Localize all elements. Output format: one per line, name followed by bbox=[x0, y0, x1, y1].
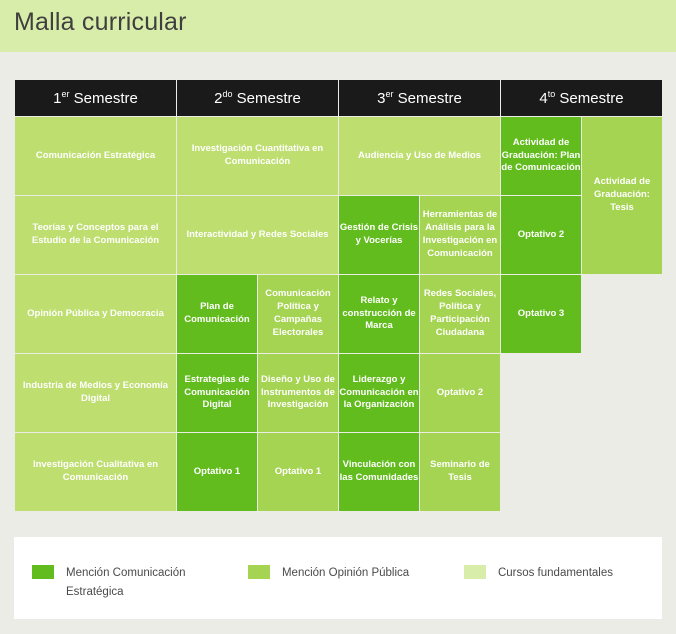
course-relato-construccion-marca[interactable]: Relato y construcción de Marca bbox=[339, 275, 420, 354]
course-teorias-conceptos[interactable]: Teorías y Conceptos para el Estudio de la Comunicación bbox=[15, 196, 177, 275]
table-header-row bbox=[15, 80, 663, 117]
course-industria-medios[interactable]: Industria de Medios y Economía Digital bbox=[15, 354, 177, 433]
course-herramientas-analisis[interactable]: Herramientas de Análisis para la Investigación en Comunicación bbox=[420, 196, 501, 275]
course-optativo-1-b[interactable]: Optativo 1 bbox=[258, 433, 339, 512]
course-audiencia-uso-medios[interactable]: Audiencia y Uso de Medios bbox=[339, 117, 501, 196]
table-row bbox=[15, 275, 663, 354]
semester-4-label: Semestre bbox=[555, 90, 624, 107]
semester-3-number: 3 bbox=[377, 90, 386, 107]
empty-cell bbox=[582, 354, 663, 433]
course-optativo-2-sem3[interactable]: Optativo 2 bbox=[420, 354, 501, 433]
legend-label-estrategica: Mención Comunicación Estratégica bbox=[66, 567, 186, 598]
legend-item-fundamentales bbox=[446, 564, 662, 583]
course-investigacion-cuantitativa[interactable]: Investigación Cuantitativa en Comunicación bbox=[177, 117, 339, 196]
table-row bbox=[15, 196, 663, 275]
legend-label-opinion: Mención Opinión Pública bbox=[281, 567, 410, 579]
course-optativo-3[interactable]: Optativo 3 bbox=[501, 275, 582, 354]
course-liderazgo-comunicacion[interactable]: Liderazgo y Comunicación en la Organización bbox=[339, 354, 420, 433]
legend-swatch-icon-fundamentales bbox=[464, 565, 486, 579]
course-vinculacion-comunidades[interactable]: Vinculación con las Comunidades bbox=[339, 433, 420, 512]
semester-4-number: 4 bbox=[539, 90, 548, 107]
empty-cell bbox=[582, 433, 663, 512]
semester-3-label: Semestre bbox=[393, 90, 462, 107]
course-plan-comunicacion[interactable]: Plan de Comunicación bbox=[177, 275, 258, 354]
empty-cell bbox=[501, 354, 582, 433]
column-header-semester-4 bbox=[501, 80, 663, 117]
column-header-semester-3 bbox=[339, 80, 501, 117]
course-actividad-graduacion-plan[interactable]: Actividad de Graduación: Plan de Comunicación bbox=[501, 117, 582, 196]
legend-item-estrategica bbox=[14, 564, 230, 602]
semester-4-suffix: to bbox=[547, 89, 556, 99]
semester-1-suffix: er bbox=[61, 89, 70, 99]
semester-1-label: Semestre bbox=[69, 90, 138, 107]
curriculum-table bbox=[14, 79, 663, 512]
course-comunicacion-estrategica[interactable]: Comunicación Estratégica bbox=[15, 117, 177, 196]
table-row bbox=[15, 433, 663, 512]
semester-2-suffix: do bbox=[222, 89, 233, 99]
table-row bbox=[15, 117, 663, 196]
course-estrategias-comunicacion-digital[interactable]: Estrategias de Comunicación Digital bbox=[177, 354, 258, 433]
semester-1-number: 1 bbox=[53, 90, 62, 107]
legend-label-fundamentales: Cursos fundamentales bbox=[497, 567, 613, 579]
column-header-semester-2 bbox=[177, 80, 339, 117]
course-redes-sociales-politica[interactable]: Redes Sociales, Política y Participación Ciudadana bbox=[420, 275, 501, 354]
header-band bbox=[0, 0, 676, 52]
semester-2-number: 2 bbox=[214, 90, 223, 107]
legend-item-opinion bbox=[230, 564, 446, 583]
empty-cell bbox=[501, 433, 582, 512]
course-gestion-crisis-vocerias[interactable]: Gestión de Crisis y Vocerías bbox=[339, 196, 420, 275]
semester-2-label: Semestre bbox=[232, 90, 301, 107]
course-interactividad-redes[interactable]: Interactividad y Redes Sociales bbox=[177, 196, 339, 275]
semester-3-suffix: er bbox=[385, 89, 394, 99]
table-row bbox=[15, 354, 663, 433]
course-seminario-tesis[interactable]: Seminario de Tesis bbox=[420, 433, 501, 512]
course-optativo-1-a[interactable]: Optativo 1 bbox=[177, 433, 258, 512]
curriculum-grid bbox=[14, 79, 662, 512]
course-opinion-publica-democracia[interactable]: Opinión Pública y Democracia bbox=[15, 275, 177, 354]
column-header-semester-1 bbox=[15, 80, 177, 117]
course-investigacion-cualitativa[interactable]: Investigación Cualitativa en Comunicación bbox=[15, 433, 177, 512]
legend-swatch-icon-estrategica bbox=[32, 565, 54, 579]
course-diseno-uso-instrumentos[interactable]: Diseño y Uso de Instrumentos de Investigación bbox=[258, 354, 339, 433]
legend bbox=[14, 537, 662, 619]
course-comunicacion-politica-campanas[interactable]: Comunicación Política y Campañas Electorales bbox=[258, 275, 339, 354]
page-title: Malla curricular bbox=[14, 8, 187, 36]
course-optativo-2-sem4[interactable]: Optativo 2 bbox=[501, 196, 582, 275]
legend-swatch-icon-opinion bbox=[248, 565, 270, 579]
course-actividad-graduacion-tesis[interactable]: Actividad de Graduación: Tesis bbox=[582, 117, 663, 275]
